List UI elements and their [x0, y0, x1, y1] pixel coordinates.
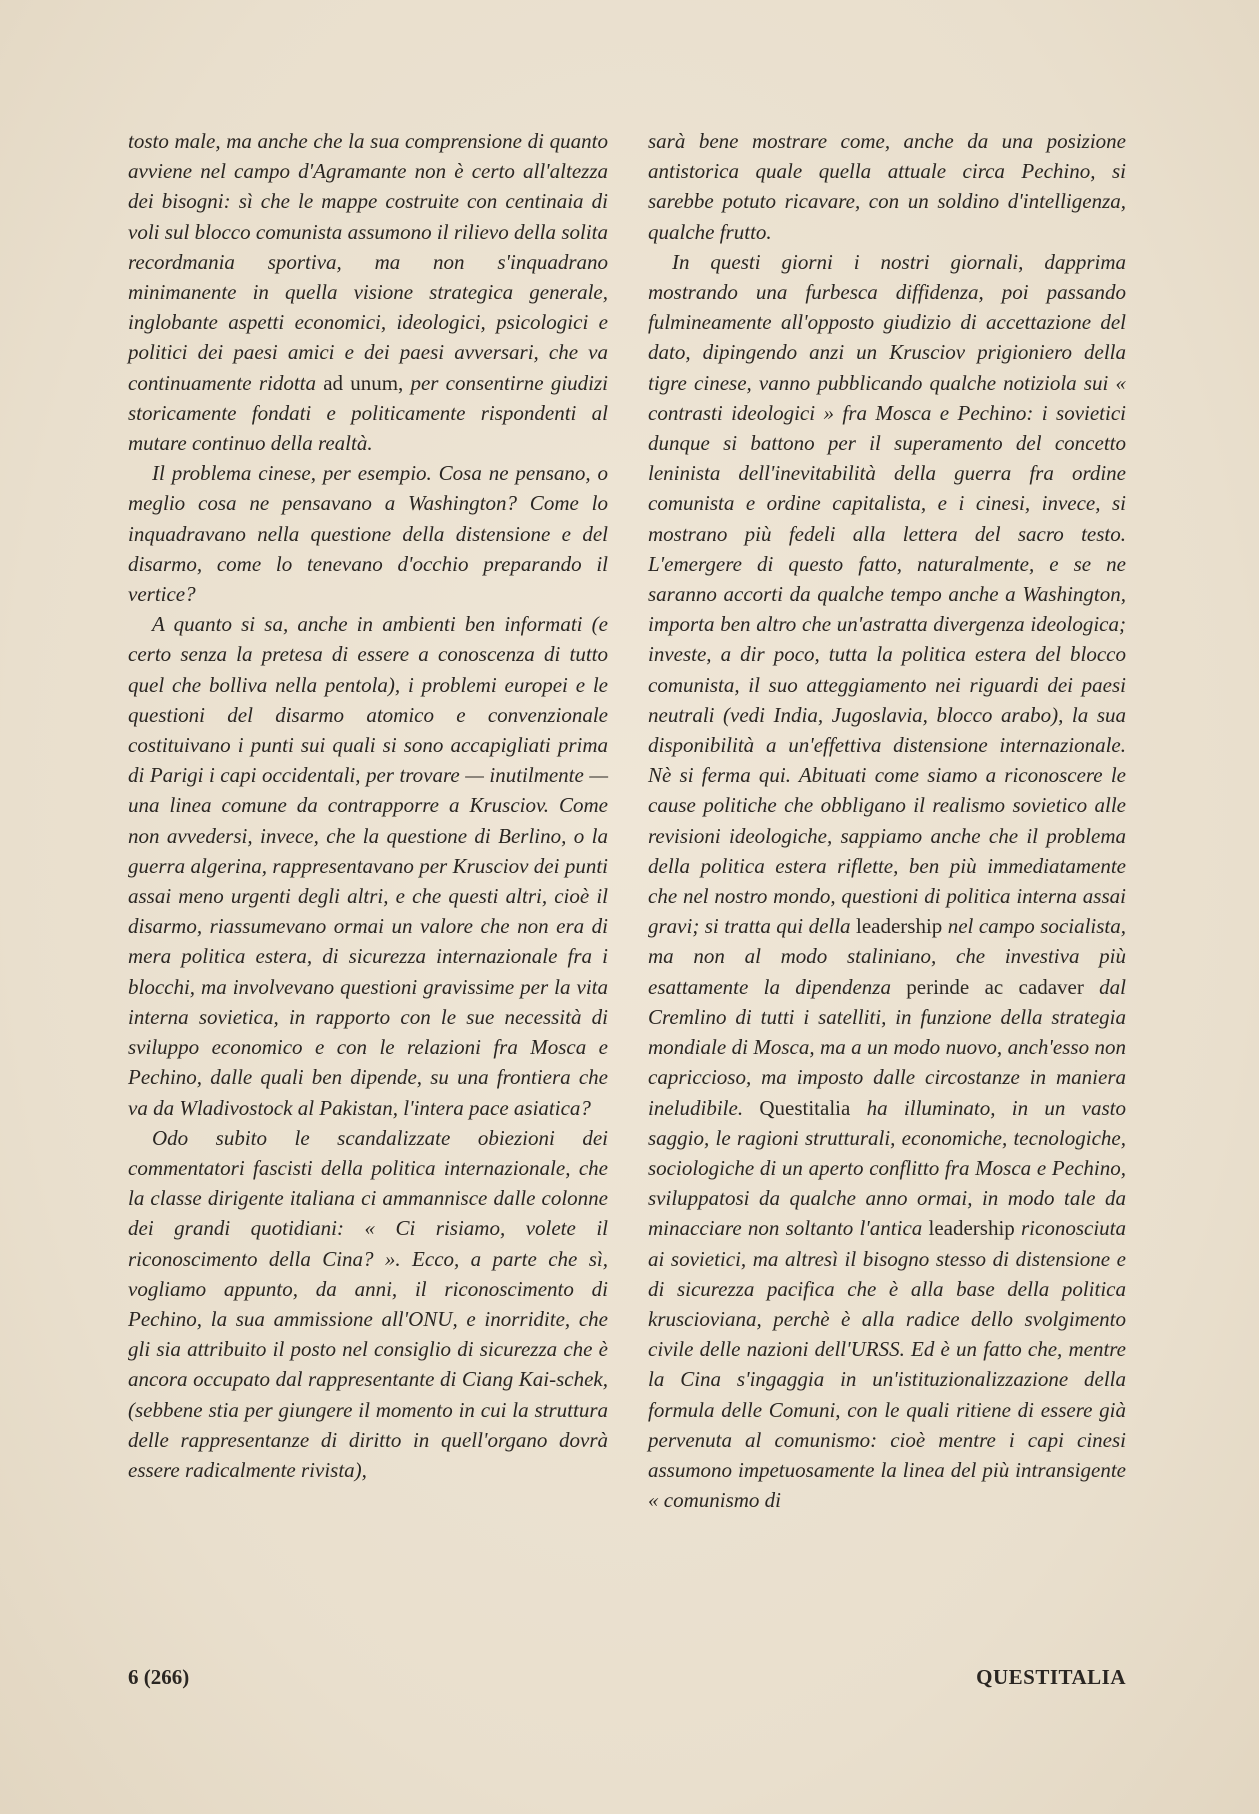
- text-run: sarà bene mostrare come, anche da una posizione antistorica quale quella attuale circa Pechino, si sarebbe potuto ricavare, con un soldino d'intelligenza, qualche frutto.: [648, 129, 1126, 244]
- paragraph: [128, 126, 608, 458]
- text-run: ha illuminato, in un vasto saggio, le ragioni strutturali, economiche, tecnologiche, sociologiche di un aperto conflitto fra Mosca e Pechino, sviluppatosi da qualche anno ormai, in modo tale da minacciare non soltanto l'antica: [648, 1095, 1126, 1241]
- paragraph: [128, 458, 608, 609]
- upright-text-run: leadership: [856, 914, 943, 939]
- text-run: Il problema cinese, per esempio. Cosa ne pensano, o meglio cosa ne pensavano a Washington? Come lo inquadravano nella questione della distensione e del disarmo, come lo tenevano d'occhio preparando il vertice?: [128, 461, 608, 607]
- upright-text-run: Questitalia: [759, 1095, 851, 1120]
- text-run: nel campo socialista, ma non al modo staliniano, che investiva più esattamente la dipendenza: [648, 914, 1126, 999]
- text-run: Odo subito le scandalizzate obiezioni dei commentatori fascisti della politica internazionale, che la classe dirigente italiana ci ammannisce dalle colonne dei grandi quotidiani: « Ci risiamo, volete il riconoscimento della Cina? ». Ecco, a parte che sì, vogliamo appunto, da anni, il riconoscimento di Pechino, la sua ammissione all'ONU, e inorridite, che gli sia attribuito il posto nel consiglio di sicurezza che è ancora occupato dal rappresentante di Ciang Kai-schek, (sebbene stia per giungere il momento in cui la struttura delle rappresentanze di diritto in quell'organo dovrà essere radicalmente rivista),: [128, 1125, 608, 1482]
- text-run: per consentirne giudizi storicamente fondati e politicamente rispondenti al mutare continuo della realtà.: [128, 370, 608, 456]
- paragraph: [648, 247, 1126, 1516]
- right-column: [648, 126, 1126, 1515]
- text-run: riconosciuta ai sovietici, ma altresì il bisogno stesso di distensione e di sicurezza pacifica che è alla base della politica kruscioviana, perchè è alla radice dello svolgimento civile delle nazioni dell'URSS. Ed è un fatto che, mentre la Cina s'ingaggia in un'istituzionalizzazione della formula delle Comuni, con le quali ritiene di essere già pervenuta al comunismo: cioè mentre i capi cinesi assumono impetuosamente la linea del più intransigente « comunismo di: [648, 1216, 1126, 1513]
- page-number: 6 (266): [128, 1665, 190, 1689]
- upright-text-run: perinde ac cadaver: [906, 974, 1084, 999]
- paragraph: [128, 1123, 608, 1485]
- paragraph: [648, 126, 1126, 247]
- upright-text-run: leadership: [928, 1216, 1015, 1241]
- text-run: tosto male, ma anche che la sua comprensione di quanto avviene nel campo d'Agramante non è certo all'altezza dei bisogni: sì che le mappe costruite con centinaia di voli sul blocco comunista assumono il rilievo della solita recordmania sportiva, ma non s'inquadrano minimanente in quella visione strategica generale, inglobante aspetti economici, ideologici, psicologici e politici dei paesi amici e dei paesi avversari, che va continuamente ridotta: [128, 129, 608, 395]
- text-run: In questi giorni i nostri giornali, dapprima mostrando una furbesca diffidenza, poi passando fulmineamente all'opposto giudizio di accettazione del dato, dipingendo anzi un Krusciov prigioniero della tigre cinese, vanno pubblicando qualche notiziola sui « contrasti ideologici » fra Mosca e Pechino: i sovietici dunque si battono per il superamento del concetto leninista dell'inevitabilità della guerra fra ordine comunista e ordine capitalista, e i cinesi, invece, si mostrano più fedeli alla lettera del sacro testo. L'emergere di questo fatto, naturalmente, e se ne saranno accorti da qualche tempo anche a Washington, importa ben altro che un'astratta divergenza ideologica; investe, a dir poco, tutta la politica estera del blocco comunista, il suo atteggiamento nei riguardi dei paesi neutrali (vedi India, Jugoslavia, blocco arabo), la sua disponibilità a un'effettiva distensione internazionale. Nè si ferma qui. Abituati come siamo a riconoscere le cause politiche che obbligano il realismo sovietico alle revisioni ideologiche, sappiamo anche che il problema della politica estera riflette, ben più immediatamente che nel nostro mondo, questioni di politica interna assai gravi; si tratta qui della: [648, 249, 1126, 939]
- upright-text-run: ad unum,: [323, 370, 404, 395]
- left-column: [128, 126, 608, 1485]
- magazine-name: QUESTITALIA: [976, 1665, 1126, 1689]
- text-run: A quanto si sa, anche in ambienti ben informati (e certo senza la pretesa di essere a conoscenza di tutto quel che bolliva nella pentola), i problemi europei e le questioni del disarmo atomico e convenzionale costituivano i punti sui quali si sono accapigliati prima di Parigi i capi occidentali, per trovare — inutilmente — una linea comune da contrapporre a Krusciov. Come non avvedersi, invece, che la questione di Berlino, o la guerra algerina, rappresentavano per Krusciov dei punti assai meno urgenti degli altri, e che questi altri, cioè il disarmo, riassumevano ormai un valore che non era di mera politica estera, di sicurezza internazionale fra i blocchi, ma involvevano questioni gravissime per la vita interna sovietica, in rapporto con le sue necessità di sviluppo economico e con le relazioni fra Mosca e Pechino, dalle quali ben dipende, su una frontiera che va da Wladivostock al Pakistan, l'intera pace asiatica?: [128, 612, 608, 1120]
- text-run: dal Cremlino di tutti i satelliti, in funzione della strategia mondiale di Mosca, ma a un modo nuovo, anch'esso non capriccioso, ma imposto dalle circostanze in maniera ineludibile.: [648, 974, 1126, 1120]
- paragraph: [128, 609, 608, 1122]
